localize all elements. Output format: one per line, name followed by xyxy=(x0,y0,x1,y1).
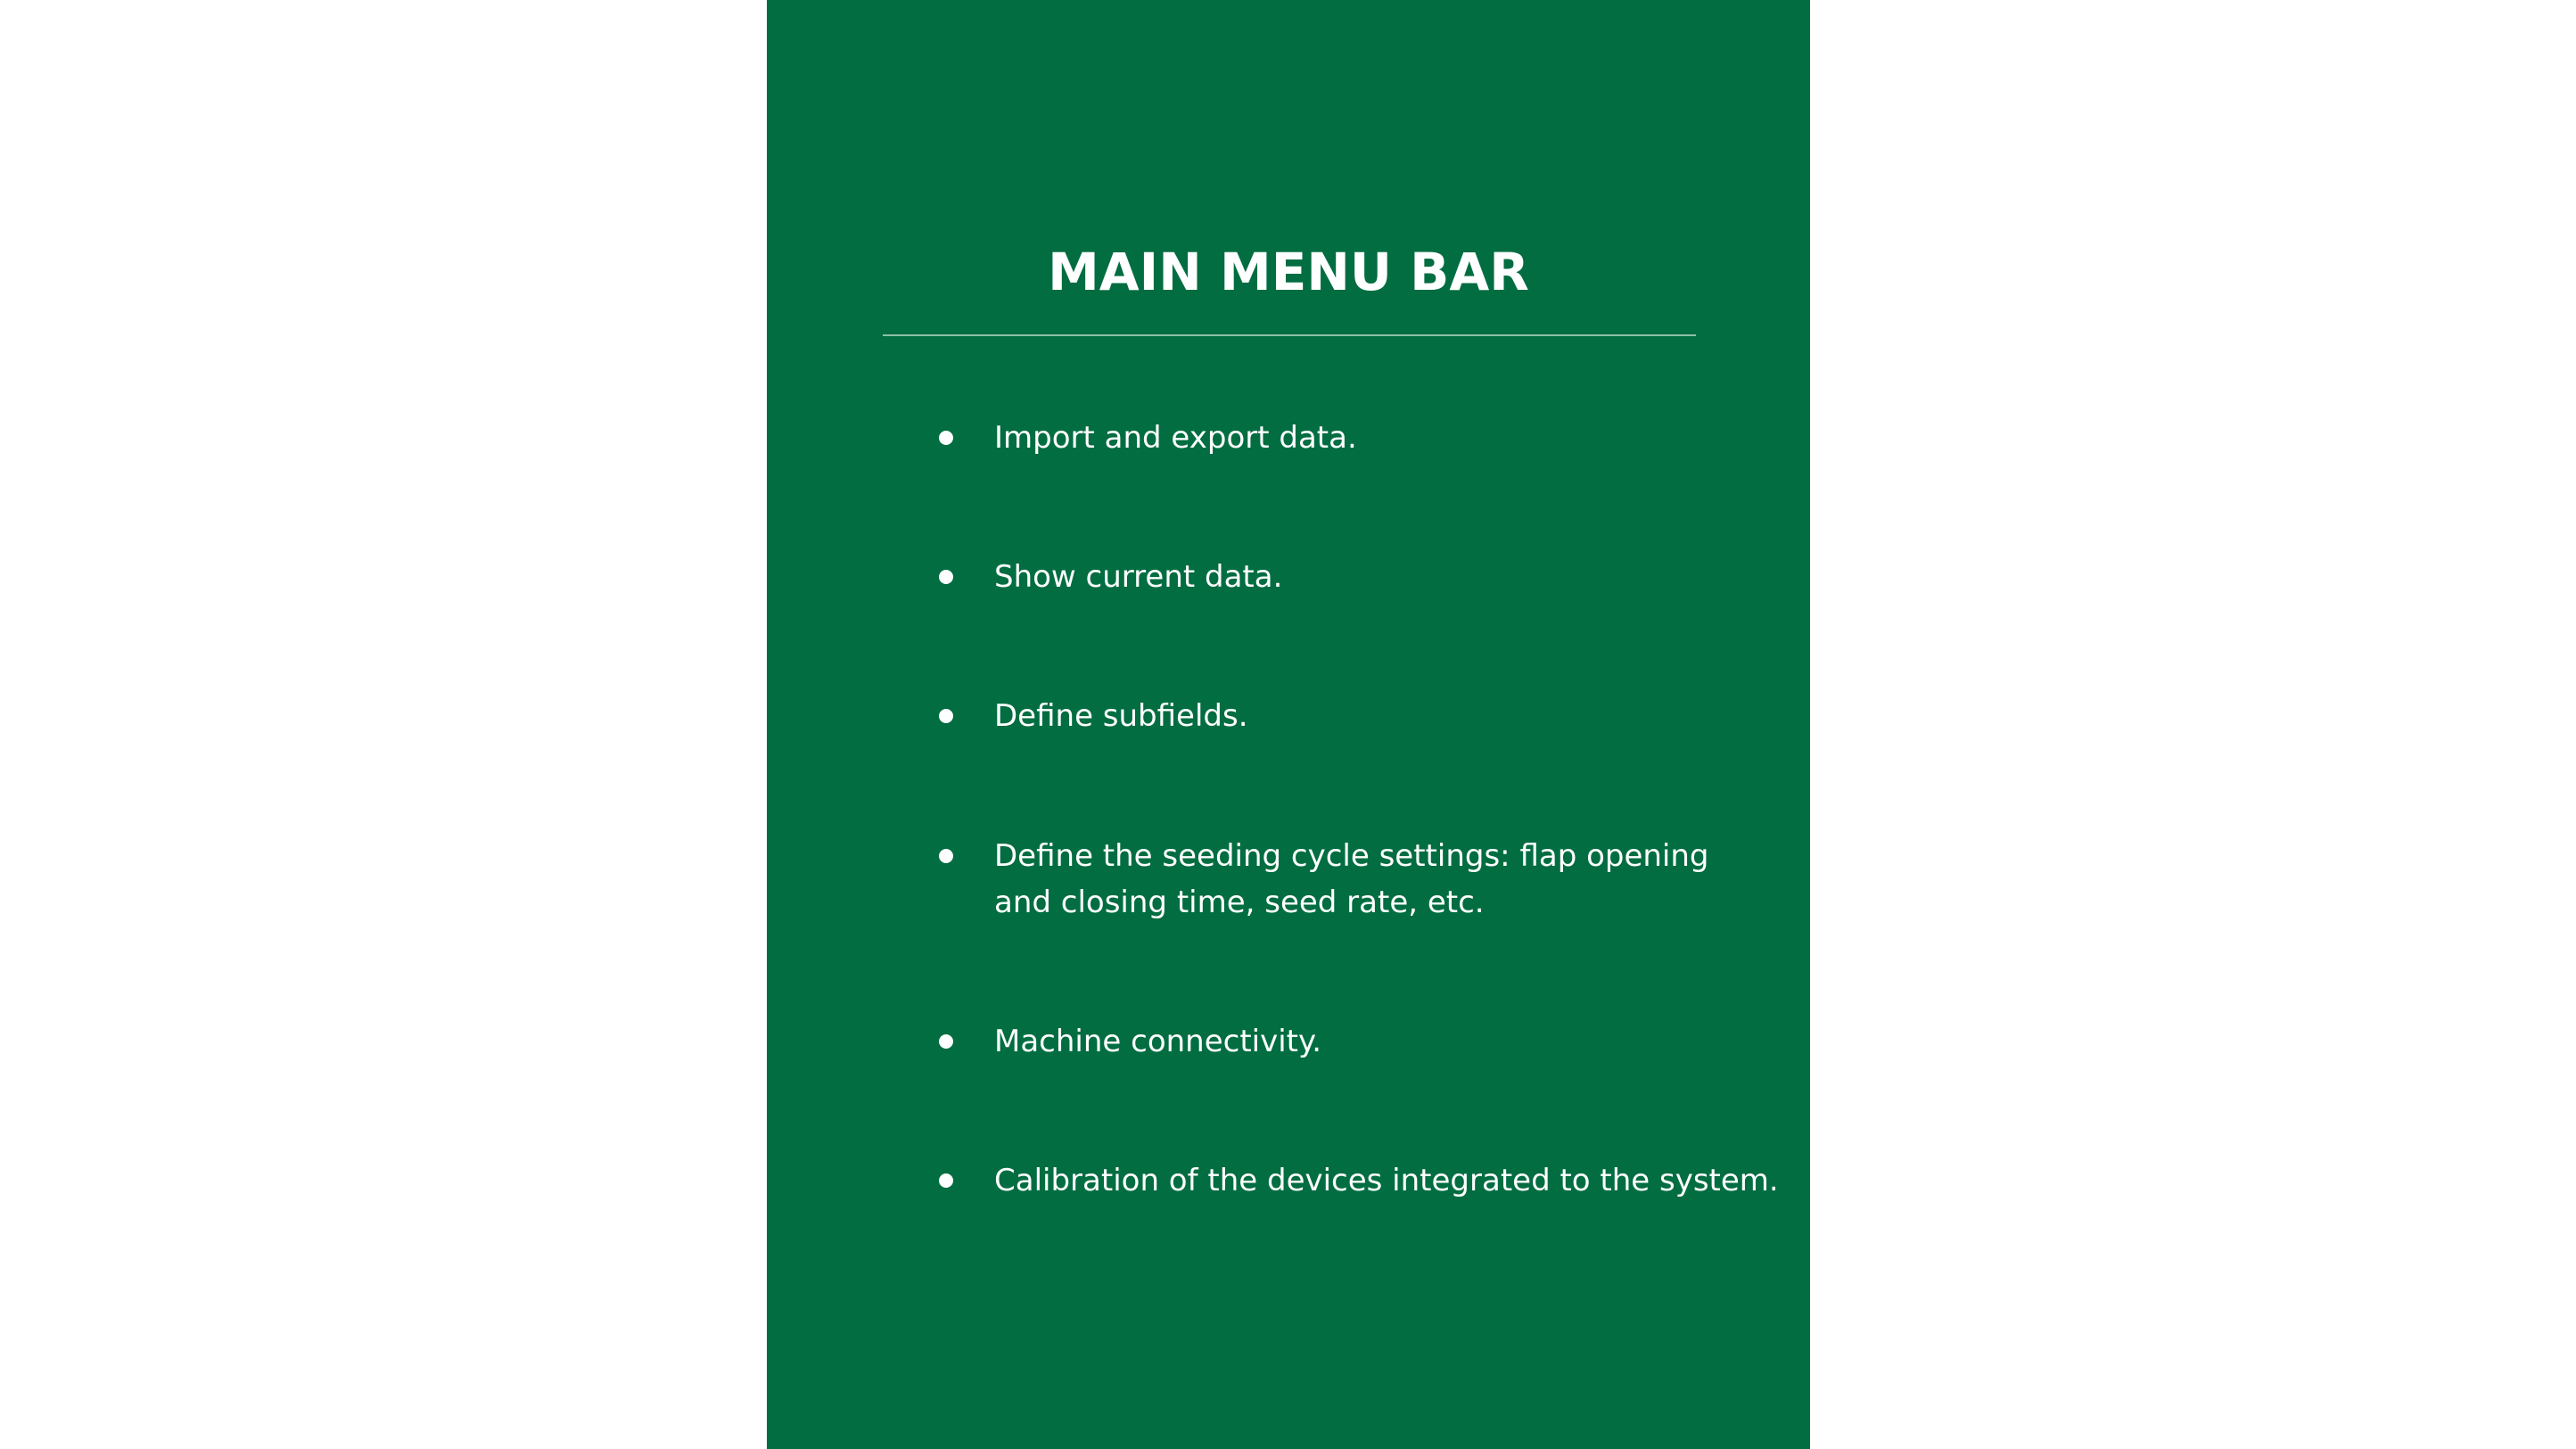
bullet-icon xyxy=(939,849,953,863)
list-item-label: Import and export data. xyxy=(994,420,1357,456)
bullet-icon xyxy=(939,1173,953,1188)
list-item-label: Define the seeding cycle settings: flap opening and closing time, seed rate, etc. xyxy=(994,838,1709,920)
list-item-label: Show current data. xyxy=(994,559,1283,595)
page-title: MAIN MENU BAR xyxy=(1048,242,1529,302)
bullet-icon xyxy=(939,570,953,584)
list-item-label: Machine connectivity. xyxy=(994,1024,1322,1059)
title-divider xyxy=(883,334,1696,336)
bullet-icon xyxy=(939,709,953,723)
green-content-panel xyxy=(767,0,1810,1449)
bullet-icon xyxy=(939,1034,953,1049)
list-item-label: Calibration of the devices integrated to the system. xyxy=(994,1163,1779,1198)
bullet-icon xyxy=(939,431,953,445)
list-item-label: Define subfields. xyxy=(994,698,1248,734)
